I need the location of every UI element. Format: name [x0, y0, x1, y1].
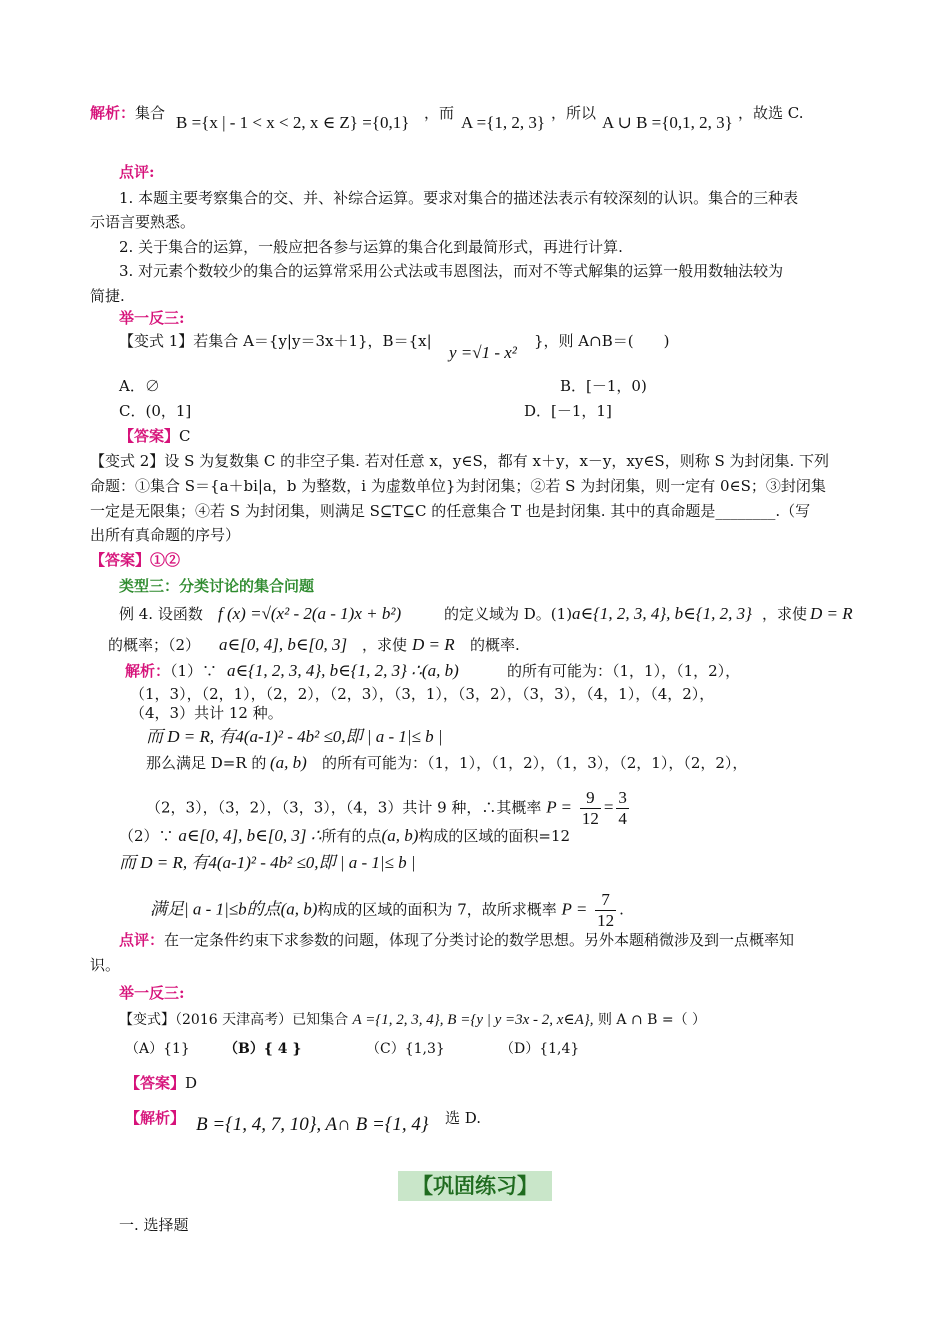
denominator: 12 — [581, 809, 599, 828]
sol4-l3: （4，3）共计 12 种。 — [130, 704, 283, 722]
answer-value: D — [185, 1074, 198, 1092]
text: 所有的点 — [321, 827, 382, 845]
variant1-formula: y =√1 - x² — [449, 343, 517, 362]
region: 满足| a - 1|≤b的点(a, b) — [150, 899, 318, 919]
text: 【变式】（2016 天津高考）已知集合 — [119, 1012, 349, 1028]
text: ，故选 C. — [738, 104, 804, 122]
union-formula: A ∪ B ={0,1, 2, 3} — [602, 113, 733, 132]
fraction-3-4 — [616, 788, 629, 829]
example4-dr2: D = R — [412, 635, 455, 654]
equals: = — [603, 797, 614, 817]
text: （2）∵ — [119, 827, 174, 845]
text: ，所以 — [551, 104, 597, 122]
sol4-l1 — [125, 661, 217, 681]
variant3-solution-end: 选 D. — [445, 1109, 482, 1127]
sol4-l6 — [146, 788, 632, 829]
variant3-answer — [125, 1073, 197, 1093]
example4-set1: a∈{1, 2, 3, 4}, b∈{1, 2, 3} — [572, 604, 752, 623]
example4-l1c: ，求使 — [762, 605, 808, 623]
variant3-option-a: （A）{1} — [125, 1041, 190, 1057]
variant3-option-b: （B）{ 4 } — [224, 1041, 302, 1057]
set-a-formula: A ={1, 2, 3} — [461, 113, 545, 132]
text: . — [619, 900, 624, 919]
variant1-stem-a: 【变式 1】若集合 A＝{y|y＝3x＋1}，B＝{x| — [119, 332, 432, 350]
example4-l2a: 的概率；（2） — [108, 636, 201, 654]
example4-set2: a∈[0, 4], b∈[0, 3] — [219, 635, 348, 654]
sol4-l8: 而 D = R, 有4(a-1)² - 4b² ≤0,即 | a - 1|≤ b | — [119, 853, 416, 872]
solution-label: 【解析】 — [125, 1109, 186, 1127]
type3-title: 类型三：分类讨论的集合问题 — [119, 577, 315, 595]
example4-l1a: 例 4. 设函数 — [119, 605, 203, 623]
example4-dr1: D = R — [810, 604, 853, 623]
numerator: 9 — [580, 788, 601, 809]
numerator: 3 — [618, 788, 627, 807]
text: 则 A ∩ B =（ ） — [597, 1012, 707, 1028]
text: 在一定条件约束下求参数的问题，体现了分类讨论的数学思想。另外本题稍微涉及到一点概率知 — [164, 931, 795, 949]
sol4-l5a: 那么满足 D=R 的 — [146, 754, 267, 772]
variant3-option-d: （D）{1,4} — [500, 1041, 580, 1057]
set-def: A ={1, 2, 3, 4}, B ={y | y =3x - 2, x∈A}, — [352, 1012, 594, 1028]
subsection-choice: 一. 选择题 — [119, 1216, 189, 1234]
sol4-l9 — [150, 890, 624, 931]
set-b-formula: B ={x | - 1 < x < 2, x ∈ Z} ={0,1} — [176, 113, 410, 132]
variant2-answer — [90, 550, 180, 570]
condition2: a∈[0, 4], b∈[0, 3] ∴ — [178, 826, 322, 845]
comment-p1a: 1. 本题主要考察集合的交、并、补综合运算。要求对集合的描述法表示有较深刻的认识。集合的三种表 — [119, 189, 799, 207]
sol4-l1b: 的所有可能为：（1，1），（1，2）， — [507, 662, 741, 680]
example4-function: f (x) =√(x² - 2(a - 1)x + b²) — [218, 604, 402, 623]
variant1-option-a: A．∅ — [119, 377, 160, 395]
comment-label: 点评: — [119, 163, 155, 181]
comment2-l2: 识。 — [90, 956, 121, 974]
comment-p2: 2. 关于集合的运算，一般应把各参与运算的集合化到最简形式，再进行计算. — [119, 238, 623, 256]
variant3-stem — [119, 1010, 706, 1030]
denominator: 4 — [618, 809, 627, 828]
answer-value: C — [179, 427, 191, 445]
comment-label: 点评： — [119, 931, 165, 949]
comment2-l1 — [119, 930, 794, 950]
example4-l2b: ，求使 — [362, 636, 408, 654]
numerator: 7 — [595, 890, 616, 911]
answer-value: ①② — [150, 551, 181, 569]
prob-symbol: P = — [546, 797, 573, 817]
variant1-option-d: D．[－1，1] — [524, 402, 612, 420]
variant1-option-b: B．[－1，0) — [560, 377, 647, 395]
text: （1）∵ — [170, 662, 218, 680]
fraction-7-12 — [595, 890, 616, 931]
answer-label: 【答案】 — [119, 427, 180, 445]
example4-l2c: 的概率. — [470, 636, 520, 654]
sol4-l5b: 的所有可能为：（1，1），（1，2），（1，3），（2，1），（2，2）， — [322, 754, 748, 772]
sol4-l4: 而 D = R, 有4(a-1)² - 4b² ≤0,即 | a - 1|≤ b | — [146, 727, 443, 746]
denominator: 12 — [597, 911, 615, 930]
prob-symbol: P = — [561, 899, 588, 919]
variant3-option-c: （C）{1,3} — [366, 1041, 445, 1057]
variant3-solution — [125, 1108, 185, 1128]
text: 构成的区域的面积为 7，故所求概率 — [317, 900, 557, 919]
text: 集合 — [135, 104, 166, 122]
variant1-answer — [119, 426, 191, 446]
answer-label: 【答案】 — [90, 551, 151, 569]
example4-l1b: 的定义域为 D。(1) — [444, 605, 573, 623]
variant2-l3: 一定是无限集；④若 S 为封闭集，则满足 S⊆T⊆C 的任意集合 T 也是封闭集. 其中的真命题是________.（写 — [90, 502, 811, 520]
analysis-label: 解析： — [125, 662, 171, 680]
sol4-l5m: (a, b) — [270, 753, 307, 772]
sol4-condition: a∈{1, 2, 3, 4}, b∈{1, 2, 3} ∴(a, b) — [227, 661, 459, 680]
practice-label: 举一反三: — [119, 309, 185, 327]
variant2-l2: 命题：①集合 S＝{a＋bi|a，b 为整数，i 为虚数单位}为封闭集；②若 S 为封闭集，则一定有 0∈S；③封闭集 — [90, 477, 826, 495]
practice-label-2: 举一反三: — [119, 984, 185, 1002]
section-title: 【巩固练习】 — [398, 1171, 552, 1201]
sol4-l2: （1，3），（2，1），（2，2），（2，3），（3，1），（3，2），（3，3），（4，1），（4，2）， — [130, 685, 715, 703]
fraction-9-12 — [580, 788, 601, 829]
comment-p3b: 简捷. — [90, 287, 125, 305]
variant1-option-c: C．(0，1] — [119, 402, 192, 420]
comment-p1b: 示语言要熟悉。 — [90, 213, 196, 231]
text: 构成的区域的面积=12 — [418, 827, 571, 845]
variant1-stem-b: }，则 A∩B＝( ) — [534, 332, 670, 350]
point: (a, b) — [381, 826, 419, 845]
answer-label: 【答案】 — [125, 1074, 186, 1092]
text: （2，3），（3，2），（3，3），（4，3）共计 9 种，∴其概率 — [146, 798, 542, 817]
comment-p3a: 3. 对元素个数较少的集合的运算常采用公式法或韦恩图法，而对不等式解集的运算一般用数轴法较为 — [119, 262, 784, 280]
variant3-solution-formula: B ={1, 4, 7, 10}, A∩ B ={1, 4} — [196, 1114, 429, 1135]
sol4-l7 — [119, 826, 570, 846]
analysis-line-1 — [90, 103, 165, 123]
variant2-l1: 【变式 2】设 S 为复数集 C 的非空子集. 若对任意 x，y∈S，都有 x＋y，x－y，xy∈S，则称 S 为封闭集. 下列 — [90, 452, 830, 470]
text: ，而 — [424, 104, 455, 122]
variant2-l4: 出所有真命题的序号） — [90, 526, 241, 544]
analysis-label: 解析： — [90, 104, 136, 122]
